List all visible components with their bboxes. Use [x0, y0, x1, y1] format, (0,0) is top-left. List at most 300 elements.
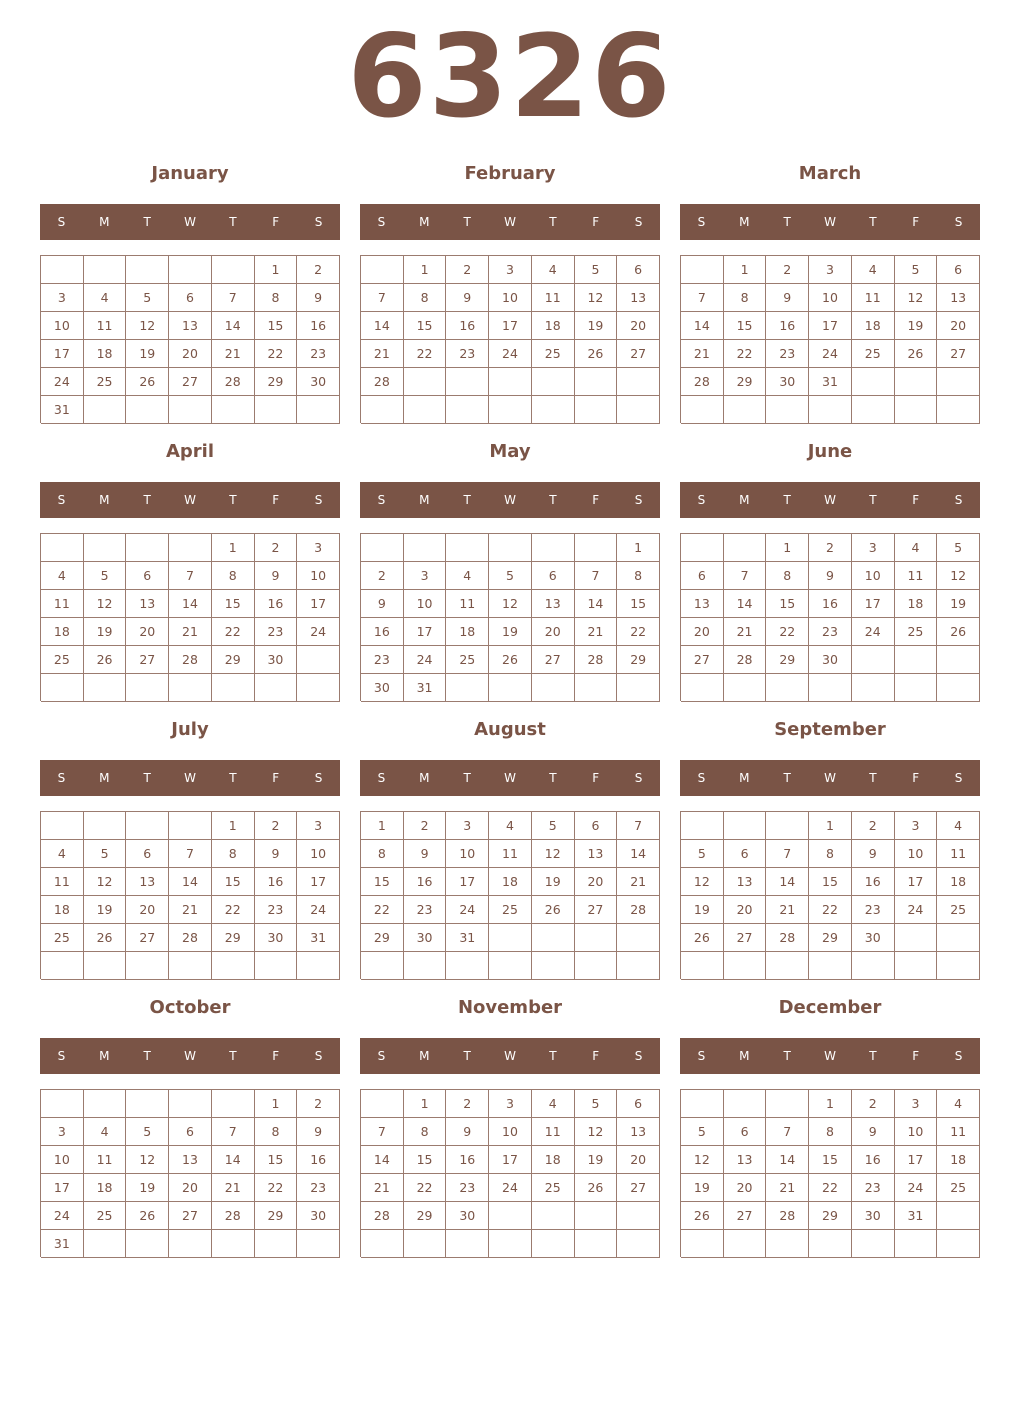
day-cell: 4: [84, 1118, 127, 1146]
day-cell: 29: [212, 646, 255, 674]
day-grid: [680, 533, 980, 701]
month-name: May: [489, 441, 531, 462]
day-cell: 23: [852, 896, 895, 924]
day-cell: 8: [404, 1118, 447, 1146]
empty-cell: [297, 396, 340, 424]
day-cell: 28: [212, 1202, 255, 1230]
day-cell: 17: [41, 340, 84, 368]
day-cell: 27: [169, 1202, 212, 1230]
day-cell: 16: [852, 1146, 895, 1174]
empty-cell: [617, 674, 660, 702]
day-cell: 10: [297, 562, 340, 590]
weekday-label: T: [143, 771, 151, 785]
weekday-label: F: [592, 215, 600, 229]
day-cell: 14: [766, 1146, 809, 1174]
empty-cell: [895, 396, 938, 424]
day-cell: 26: [681, 1202, 724, 1230]
day-cell: 21: [169, 896, 212, 924]
day-cell: 7: [361, 284, 404, 312]
day-cell: 13: [169, 312, 212, 340]
day-cell: 12: [681, 868, 724, 896]
weekday-label: S: [377, 1049, 386, 1063]
day-cell: 12: [126, 1146, 169, 1174]
weekday-label: T: [869, 215, 877, 229]
day-cell: 7: [169, 562, 212, 590]
day-cell: 26: [84, 924, 127, 952]
day-cell: 27: [532, 646, 575, 674]
day-cell: 6: [169, 284, 212, 312]
weekday-label: W: [504, 771, 516, 785]
day-cell: 15: [766, 590, 809, 618]
empty-cell: [681, 674, 724, 702]
day-cell: 3: [489, 256, 532, 284]
day-cell: 26: [575, 1174, 618, 1202]
empty-cell: [255, 674, 298, 702]
day-cell: 11: [937, 1118, 980, 1146]
day-cell: 24: [489, 340, 532, 368]
day-cell: 12: [489, 590, 532, 618]
day-cell: 6: [937, 256, 980, 284]
empty-cell: [489, 396, 532, 424]
empty-cell: [361, 256, 404, 284]
weekday-label: T: [549, 771, 557, 785]
empty-cell: [532, 534, 575, 562]
day-cell: 6: [617, 256, 660, 284]
weekday-label: F: [272, 215, 280, 229]
day-cell: 9: [766, 284, 809, 312]
day-cell: 18: [937, 868, 980, 896]
weekday-label: T: [229, 771, 237, 785]
weekday-label: T: [783, 1049, 791, 1063]
day-cell: 10: [41, 312, 84, 340]
day-cell: 7: [724, 562, 767, 590]
weekday-label: W: [824, 493, 836, 507]
day-cell: 10: [297, 840, 340, 868]
weekday-label: S: [314, 215, 323, 229]
day-cell: 11: [532, 1118, 575, 1146]
year-title: 6326: [347, 10, 673, 143]
empty-cell: [895, 1230, 938, 1258]
weekday-label: S: [954, 215, 963, 229]
empty-cell: [41, 534, 84, 562]
empty-cell: [681, 256, 724, 284]
empty-cell: [404, 368, 447, 396]
weekday-label: S: [57, 1049, 66, 1063]
day-cell: 14: [212, 312, 255, 340]
day-cell: 2: [852, 812, 895, 840]
day-cell: 6: [724, 840, 767, 868]
empty-cell: [852, 952, 895, 980]
weekday-label: T: [549, 493, 557, 507]
day-cell: 9: [255, 562, 298, 590]
month-name: January: [151, 163, 229, 184]
weekday-label: M: [99, 493, 110, 507]
day-cell: 14: [681, 312, 724, 340]
day-cell: 3: [404, 562, 447, 590]
empty-cell: [766, 674, 809, 702]
day-cell: 25: [84, 368, 127, 396]
weekday-label: F: [912, 1049, 920, 1063]
empty-cell: [681, 396, 724, 424]
weekday-label: T: [143, 215, 151, 229]
day-cell: 17: [489, 1146, 532, 1174]
weekday-label: S: [697, 771, 706, 785]
weekday-label: T: [463, 215, 471, 229]
day-cell: 26: [489, 646, 532, 674]
day-cell: 22: [361, 896, 404, 924]
day-cell: 6: [724, 1118, 767, 1146]
day-cell: 19: [937, 590, 980, 618]
day-cell: 16: [446, 312, 489, 340]
day-cell: 1: [617, 534, 660, 562]
day-cell: 17: [852, 590, 895, 618]
day-cell: 7: [766, 1118, 809, 1146]
day-cell: 11: [489, 840, 532, 868]
day-cell: 2: [297, 256, 340, 284]
empty-cell: [212, 952, 255, 980]
weekday-label: S: [377, 493, 386, 507]
empty-cell: [489, 952, 532, 980]
day-cell: 6: [575, 812, 618, 840]
weekday-label: F: [912, 493, 920, 507]
day-grid: [40, 811, 340, 979]
day-cell: 10: [809, 284, 852, 312]
day-cell: 5: [84, 840, 127, 868]
weekday-label: M: [419, 493, 430, 507]
day-cell: 19: [532, 868, 575, 896]
empty-cell: [404, 952, 447, 980]
day-cell: 19: [575, 312, 618, 340]
day-cell: 29: [255, 1202, 298, 1230]
empty-cell: [724, 674, 767, 702]
day-cell: 14: [766, 868, 809, 896]
empty-cell: [575, 1230, 618, 1258]
day-cell: 12: [575, 284, 618, 312]
day-cell: 16: [361, 618, 404, 646]
weekday-label: S: [314, 493, 323, 507]
weekday-label: S: [697, 1049, 706, 1063]
empty-cell: [169, 1090, 212, 1118]
day-cell: 14: [361, 312, 404, 340]
day-cell: 31: [404, 674, 447, 702]
day-cell: 24: [41, 1202, 84, 1230]
day-cell: 1: [404, 256, 447, 284]
empty-cell: [681, 534, 724, 562]
day-cell: 10: [852, 562, 895, 590]
empty-cell: [84, 1230, 127, 1258]
day-cell: 30: [297, 368, 340, 396]
day-cell: 24: [852, 618, 895, 646]
day-cell: 6: [681, 562, 724, 590]
day-cell: 25: [895, 618, 938, 646]
weekday-label: W: [184, 771, 196, 785]
day-cell: 28: [212, 368, 255, 396]
day-cell: 10: [489, 1118, 532, 1146]
day-cell: 8: [404, 284, 447, 312]
month-name: November: [457, 997, 563, 1018]
empty-cell: [895, 646, 938, 674]
day-cell: 21: [169, 618, 212, 646]
day-cell: 22: [255, 340, 298, 368]
day-cell: 22: [809, 896, 852, 924]
empty-cell: [681, 812, 724, 840]
day-cell: 18: [84, 340, 127, 368]
day-grid: [40, 533, 340, 701]
empty-cell: [724, 1090, 767, 1118]
day-cell: 20: [532, 618, 575, 646]
day-cell: 7: [212, 284, 255, 312]
empty-cell: [361, 396, 404, 424]
weekday-label: T: [783, 771, 791, 785]
empty-cell: [361, 1230, 404, 1258]
day-cell: 7: [617, 812, 660, 840]
weekday-label: T: [783, 215, 791, 229]
day-cell: 17: [446, 868, 489, 896]
weekday-label: S: [697, 493, 706, 507]
empty-cell: [532, 952, 575, 980]
empty-cell: [169, 952, 212, 980]
day-cell: 8: [361, 840, 404, 868]
day-grid: [680, 255, 980, 423]
empty-cell: [681, 952, 724, 980]
day-cell: 2: [446, 256, 489, 284]
day-cell: 24: [404, 646, 447, 674]
day-cell: 22: [766, 618, 809, 646]
empty-cell: [84, 534, 127, 562]
empty-cell: [724, 1230, 767, 1258]
day-cell: 4: [446, 562, 489, 590]
empty-cell: [937, 674, 980, 702]
day-cell: 14: [617, 840, 660, 868]
day-cell: 28: [766, 924, 809, 952]
month-name: June: [807, 441, 853, 462]
day-cell: 19: [489, 618, 532, 646]
day-cell: 18: [852, 312, 895, 340]
day-cell: 12: [532, 840, 575, 868]
day-cell: 27: [724, 924, 767, 952]
day-cell: 25: [532, 340, 575, 368]
day-cell: 5: [937, 534, 980, 562]
day-cell: 13: [681, 590, 724, 618]
empty-cell: [446, 952, 489, 980]
weekday-label: M: [739, 771, 750, 785]
day-cell: 16: [809, 590, 852, 618]
day-cell: 16: [446, 1146, 489, 1174]
day-cell: 25: [41, 646, 84, 674]
day-cell: 27: [575, 896, 618, 924]
day-cell: 13: [724, 1146, 767, 1174]
weekday-label: S: [954, 493, 963, 507]
day-cell: 1: [724, 256, 767, 284]
empty-cell: [937, 368, 980, 396]
empty-cell: [766, 952, 809, 980]
day-cell: 11: [852, 284, 895, 312]
day-cell: 11: [41, 868, 84, 896]
day-cell: 2: [809, 534, 852, 562]
day-cell: 20: [617, 1146, 660, 1174]
day-cell: 13: [532, 590, 575, 618]
day-cell: 18: [489, 868, 532, 896]
day-cell: 23: [361, 646, 404, 674]
weekday-label: F: [272, 493, 280, 507]
day-cell: 6: [532, 562, 575, 590]
day-cell: 16: [852, 868, 895, 896]
day-grid: [40, 255, 340, 423]
empty-cell: [361, 1090, 404, 1118]
day-cell: 11: [84, 312, 127, 340]
day-cell: 16: [404, 868, 447, 896]
empty-cell: [126, 396, 169, 424]
empty-cell: [724, 534, 767, 562]
empty-cell: [126, 952, 169, 980]
day-cell: 12: [84, 868, 127, 896]
day-cell: 10: [489, 284, 532, 312]
day-cell: 5: [895, 256, 938, 284]
month-name: October: [149, 997, 231, 1018]
empty-cell: [532, 396, 575, 424]
weekday-label: T: [783, 493, 791, 507]
day-cell: 1: [404, 1090, 447, 1118]
empty-cell: [41, 812, 84, 840]
weekday-header: [40, 760, 340, 796]
weekday-label: S: [634, 771, 643, 785]
day-cell: 24: [41, 368, 84, 396]
day-cell: 8: [617, 562, 660, 590]
empty-cell: [446, 368, 489, 396]
empty-cell: [937, 396, 980, 424]
day-cell: 9: [446, 1118, 489, 1146]
empty-cell: [297, 674, 340, 702]
month-name: March: [798, 163, 862, 184]
day-cell: 9: [297, 1118, 340, 1146]
day-cell: 24: [895, 896, 938, 924]
day-cell: 18: [41, 618, 84, 646]
day-cell: 17: [297, 868, 340, 896]
day-cell: 29: [212, 924, 255, 952]
empty-cell: [126, 256, 169, 284]
day-cell: 4: [895, 534, 938, 562]
day-cell: 20: [169, 340, 212, 368]
day-cell: 31: [446, 924, 489, 952]
day-cell: 15: [809, 868, 852, 896]
day-cell: 23: [446, 1174, 489, 1202]
day-cell: 15: [212, 868, 255, 896]
empty-cell: [255, 1230, 298, 1258]
day-cell: 21: [617, 868, 660, 896]
empty-cell: [852, 674, 895, 702]
day-cell: 13: [617, 1118, 660, 1146]
empty-cell: [361, 952, 404, 980]
day-cell: 15: [212, 590, 255, 618]
day-cell: 24: [809, 340, 852, 368]
day-cell: 5: [575, 256, 618, 284]
day-cell: 21: [766, 896, 809, 924]
weekday-label: T: [143, 493, 151, 507]
day-cell: 12: [126, 312, 169, 340]
weekday-label: S: [954, 1049, 963, 1063]
empty-cell: [446, 534, 489, 562]
day-cell: 10: [895, 840, 938, 868]
empty-cell: [169, 396, 212, 424]
empty-cell: [446, 1230, 489, 1258]
weekday-label: W: [504, 215, 516, 229]
day-cell: 7: [169, 840, 212, 868]
weekday-label: T: [463, 493, 471, 507]
day-cell: 30: [852, 924, 895, 952]
weekday-label: M: [99, 215, 110, 229]
weekday-label: F: [912, 771, 920, 785]
weekday-label: T: [549, 215, 557, 229]
day-cell: 23: [809, 618, 852, 646]
empty-cell: [937, 1202, 980, 1230]
month-name: September: [774, 719, 886, 740]
empty-cell: [489, 534, 532, 562]
weekday-label: M: [419, 1049, 430, 1063]
empty-cell: [617, 952, 660, 980]
weekday-header: [40, 1038, 340, 1074]
empty-cell: [297, 646, 340, 674]
day-cell: 20: [617, 312, 660, 340]
weekday-label: F: [592, 771, 600, 785]
empty-cell: [809, 674, 852, 702]
day-cell: 25: [532, 1174, 575, 1202]
empty-cell: [681, 1090, 724, 1118]
day-cell: 23: [852, 1174, 895, 1202]
empty-cell: [937, 1230, 980, 1258]
empty-cell: [532, 1230, 575, 1258]
empty-cell: [84, 256, 127, 284]
weekday-label: F: [592, 493, 600, 507]
day-cell: 4: [41, 562, 84, 590]
day-cell: 11: [446, 590, 489, 618]
weekday-label: W: [184, 493, 196, 507]
day-cell: 18: [532, 312, 575, 340]
day-cell: 17: [809, 312, 852, 340]
day-cell: 12: [937, 562, 980, 590]
empty-cell: [297, 952, 340, 980]
day-grid: [360, 533, 660, 701]
day-cell: 26: [84, 646, 127, 674]
day-cell: 16: [766, 312, 809, 340]
day-cell: 7: [766, 840, 809, 868]
day-cell: 28: [169, 646, 212, 674]
day-cell: 19: [84, 896, 127, 924]
day-cell: 3: [446, 812, 489, 840]
day-cell: 30: [361, 674, 404, 702]
weekday-header: [680, 760, 980, 796]
weekday-header: [40, 204, 340, 240]
day-cell: 8: [255, 1118, 298, 1146]
day-cell: 16: [255, 590, 298, 618]
weekday-label: T: [229, 215, 237, 229]
weekday-label: S: [377, 215, 386, 229]
day-cell: 4: [532, 256, 575, 284]
day-cell: 12: [895, 284, 938, 312]
empty-cell: [84, 674, 127, 702]
day-cell: 22: [255, 1174, 298, 1202]
weekday-label: S: [634, 493, 643, 507]
day-cell: 15: [255, 312, 298, 340]
weekday-label: M: [739, 215, 750, 229]
day-cell: 2: [852, 1090, 895, 1118]
empty-cell: [446, 396, 489, 424]
day-cell: 19: [895, 312, 938, 340]
weekday-label: S: [314, 771, 323, 785]
empty-cell: [724, 952, 767, 980]
day-cell: 17: [895, 868, 938, 896]
day-cell: 21: [212, 340, 255, 368]
day-cell: 13: [169, 1146, 212, 1174]
